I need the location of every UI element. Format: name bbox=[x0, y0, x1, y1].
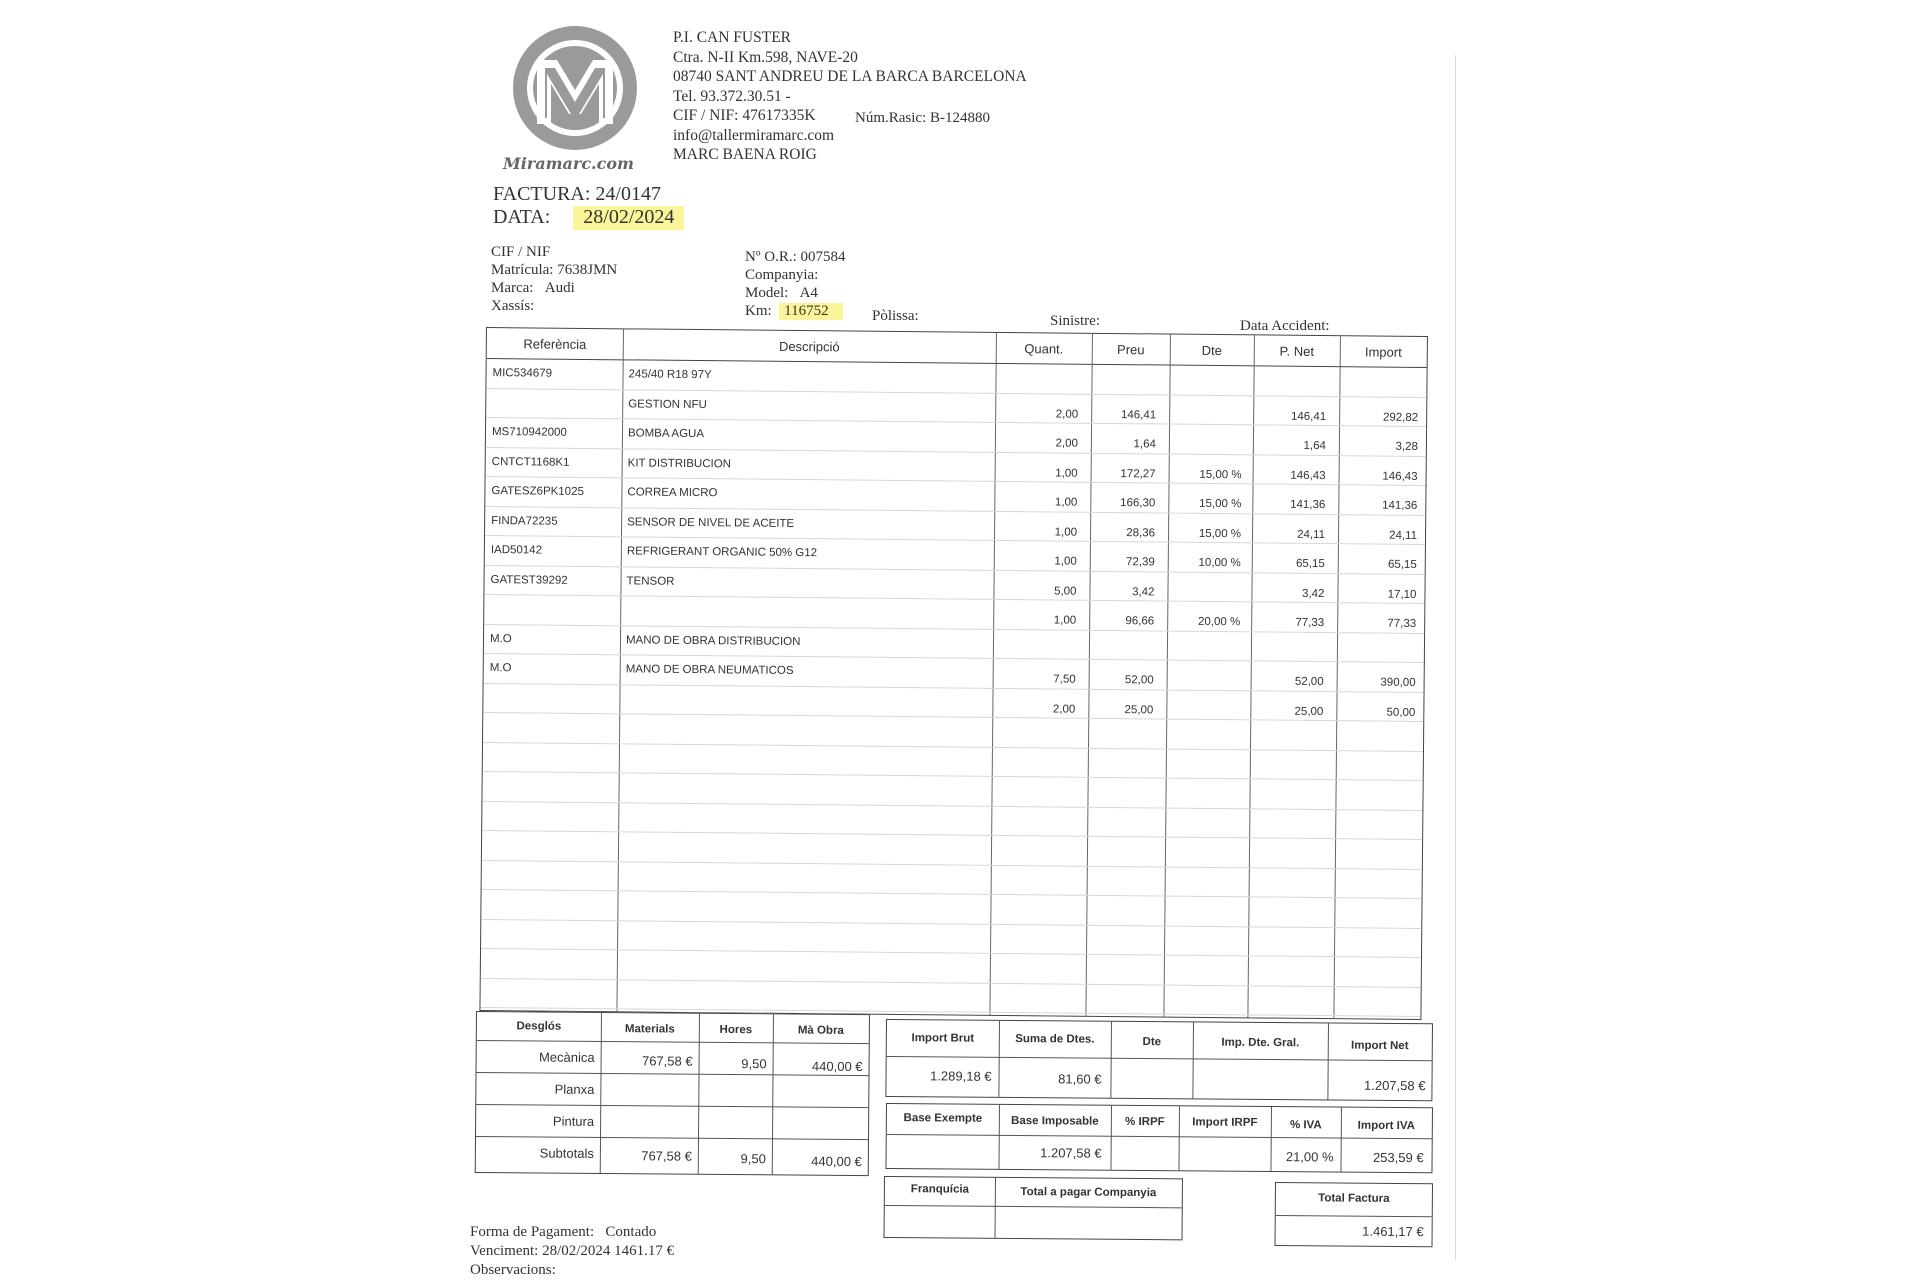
iva-pct-value: 21,00 % bbox=[1285, 1149, 1334, 1165]
model-line bbox=[745, 284, 846, 302]
cell-price: 172,27 bbox=[1120, 467, 1156, 480]
totals-net-table bbox=[885, 1019, 1433, 1101]
cell-desc: SENSOR DE NIVEL DE ACEITE bbox=[627, 515, 795, 530]
cell-qty: 5,00 bbox=[1054, 584, 1077, 598]
cell-pnet: 52,00 bbox=[1294, 675, 1324, 689]
divider bbox=[998, 1105, 1000, 1169]
divider bbox=[1192, 1022, 1194, 1098]
dte-header: Dte bbox=[1142, 1036, 1162, 1049]
date-value: 28/02/2024 bbox=[573, 206, 684, 230]
cell-qty: 1,00 bbox=[1053, 614, 1077, 627]
cell-desc: GESTION NFU bbox=[628, 397, 707, 411]
model-value: A4 bbox=[799, 285, 818, 301]
header-preu: Preu bbox=[1117, 342, 1145, 358]
cell-pnet: 146,41 bbox=[1290, 410, 1327, 423]
matricula-value: 7638JMN bbox=[557, 262, 618, 278]
divider bbox=[600, 1013, 602, 1173]
cell-desc: CORREA MICRO bbox=[627, 486, 718, 500]
model-label: Model: bbox=[745, 285, 789, 301]
desglos-hores: 9,50 bbox=[740, 1151, 766, 1167]
cell-pnet: 24,11 bbox=[1297, 528, 1326, 541]
total-factura-value: 1.461,17 € bbox=[1362, 1223, 1424, 1240]
totals-tax-table bbox=[885, 1103, 1433, 1173]
cell-dte: 10,00 % bbox=[1198, 556, 1241, 570]
desglos-hores: 9,50 bbox=[741, 1056, 767, 1072]
cell-import: 77,33 bbox=[1387, 617, 1417, 630]
divider bbox=[477, 1040, 869, 1044]
factura-label: FACTURA: bbox=[493, 183, 591, 205]
divider bbox=[772, 1014, 774, 1174]
header-descripcio: Descripció bbox=[778, 338, 840, 355]
header-dte: Dte bbox=[1201, 342, 1222, 359]
ma-obra-header: Mà Obra bbox=[797, 1024, 844, 1037]
divider bbox=[1327, 1023, 1329, 1099]
suma-dtes-header: Suma de Dtes. bbox=[1015, 1033, 1095, 1046]
divider bbox=[1276, 1215, 1432, 1217]
company-pay-table bbox=[884, 1176, 1183, 1240]
desglos-materials: 767,58 € bbox=[641, 1053, 693, 1069]
total-factura-table bbox=[1274, 1182, 1432, 1247]
divider bbox=[1340, 1108, 1342, 1172]
import-brut-value: 1.289,18 € bbox=[930, 1068, 992, 1084]
import-iva-header: Import IVA bbox=[1357, 1119, 1416, 1133]
matricula-label: Matrícula: bbox=[491, 262, 554, 278]
polissa-label: Pòlissa: bbox=[872, 308, 919, 324]
cell-qty: 1,00 bbox=[1054, 496, 1078, 509]
cell-import: 24,11 bbox=[1389, 529, 1418, 542]
cell-pnet: 77,33 bbox=[1295, 616, 1325, 630]
client-info bbox=[491, 243, 617, 315]
import-net-value: 1.207,58 € bbox=[1363, 1077, 1426, 1094]
desglos-label: Mecànica bbox=[538, 1049, 595, 1065]
venciment-label: Venciment: bbox=[470, 1243, 539, 1259]
company-line: P.I. CAN FUSTER bbox=[673, 29, 791, 46]
cell-price: 3,42 bbox=[1132, 585, 1155, 598]
header-referencia: Referència bbox=[523, 336, 587, 352]
cell-qty: 2,00 bbox=[1055, 437, 1078, 450]
desglos-ma-obra: 440,00 € bbox=[811, 1058, 863, 1075]
venciment-line bbox=[470, 1242, 674, 1261]
desglos-header: Desglós bbox=[516, 1020, 562, 1033]
cell-qty: 1,00 bbox=[1054, 555, 1077, 568]
date-label: DATA: bbox=[493, 206, 551, 228]
divider bbox=[998, 1021, 1000, 1097]
company-line: MARC BAENA ROIG bbox=[673, 146, 817, 163]
cell-price: 166,30 bbox=[1120, 497, 1156, 510]
base-exempte-header: Base Exempte bbox=[903, 1112, 983, 1125]
base-imposable-value: 1.207,58 € bbox=[1040, 1145, 1102, 1161]
marca-line bbox=[491, 279, 617, 297]
marca-label: Marca: bbox=[491, 280, 534, 296]
import-iva-value: 253,59 € bbox=[1372, 1149, 1424, 1166]
cell-price: 25,00 bbox=[1124, 703, 1154, 716]
cell-price: 72,39 bbox=[1125, 556, 1155, 569]
divider bbox=[1110, 1022, 1112, 1098]
forma-label: Forma de Pagament: bbox=[470, 1224, 595, 1240]
observacions-label: Observacions: bbox=[470, 1262, 556, 1278]
cell-desc: KIT DISTRIBUCION bbox=[627, 456, 732, 470]
payment-footer bbox=[470, 1223, 674, 1280]
irpf-pct-header: % IRPF bbox=[1124, 1115, 1165, 1129]
cell-ref: MIC534679 bbox=[492, 367, 553, 380]
import-net-header: Import Net bbox=[1351, 1039, 1409, 1053]
company-line: CIF / NIF: 47617335K bbox=[673, 107, 816, 124]
materials-header: Materials bbox=[624, 1023, 675, 1036]
cell-price: 146,41 bbox=[1120, 408, 1157, 421]
company-info bbox=[673, 28, 1027, 165]
paper-edge bbox=[1455, 55, 1456, 1260]
desglos-label: Pintura bbox=[552, 1113, 595, 1129]
divider bbox=[476, 1104, 868, 1108]
cell-ref: FINDA72235 bbox=[491, 514, 558, 528]
cell-import: 65,15 bbox=[1387, 558, 1417, 571]
hores-header: Hores bbox=[719, 1023, 753, 1037]
cell-import: 292,82 bbox=[1382, 411, 1419, 424]
cell-dte: 20,00 % bbox=[1197, 615, 1241, 629]
or-value: 007584 bbox=[800, 249, 846, 265]
divider bbox=[476, 1136, 868, 1140]
cell-import: 17,10 bbox=[1387, 588, 1417, 601]
km-value: 116752 bbox=[779, 303, 842, 320]
cif-label: CIF / NIF bbox=[491, 244, 551, 260]
logo-text: Miramarc.com bbox=[503, 154, 634, 173]
cell-ref: GATEST39292 bbox=[490, 573, 568, 587]
cell-ref: CNTCT1168K1 bbox=[491, 455, 570, 469]
order-info bbox=[745, 248, 846, 320]
total-companyia-header: Total a pagar Companyia bbox=[1020, 1186, 1157, 1200]
venciment-value: 28/02/2024 1461.17 € bbox=[542, 1243, 675, 1259]
cell-dte: 15,00 % bbox=[1198, 527, 1242, 540]
imp-dte-gral-header: Imp. Dte. Gral. bbox=[1221, 1036, 1300, 1050]
cell-desc: BOMBA AGUA bbox=[627, 427, 705, 441]
or-line bbox=[745, 248, 846, 266]
cell-import: 141,36 bbox=[1382, 499, 1418, 512]
cell-qty: 2,00 bbox=[1055, 407, 1079, 421]
cell-desc: MANO DE OBRA NEUMATICOS bbox=[625, 663, 794, 677]
xassis-label: Xassís: bbox=[491, 298, 535, 314]
cell-pnet: 141,36 bbox=[1290, 498, 1326, 512]
companyia-label: Companyia: bbox=[745, 267, 819, 283]
km-label: Km: bbox=[745, 303, 772, 319]
cell-qty: 2,00 bbox=[1052, 702, 1076, 716]
matricula-line bbox=[491, 261, 617, 279]
import-irpf-header: Import IRPF bbox=[1192, 1116, 1258, 1129]
desglos-label: Subtotals bbox=[539, 1145, 594, 1161]
iva-pct-header: % IVA bbox=[1289, 1119, 1322, 1132]
cell-desc: TENSOR bbox=[626, 574, 675, 588]
or-label: Nº O.R.: bbox=[745, 249, 797, 265]
divider bbox=[698, 1014, 700, 1174]
factura-number: 24/0147 bbox=[595, 183, 661, 205]
company-line: Ctra. N-II Km.598, NAVE-20 bbox=[673, 48, 858, 66]
forma-value: Contado bbox=[605, 1224, 657, 1240]
desglos-table bbox=[475, 1011, 870, 1176]
cell-pnet: 146,43 bbox=[1290, 469, 1326, 482]
cell-ref: GATESZ6PK1025 bbox=[491, 485, 584, 498]
cell-qty: 1,00 bbox=[1055, 466, 1078, 480]
date-line bbox=[493, 206, 684, 229]
company-line: 08740 SANT ANDREU DE LA BARCA BARCELONA bbox=[673, 68, 1027, 85]
sinistre-label: Sinistre: bbox=[1050, 313, 1101, 329]
cell-price: 52,00 bbox=[1124, 674, 1154, 687]
divider bbox=[1110, 1106, 1112, 1170]
cell-ref: M.O bbox=[489, 662, 512, 675]
cell-pnet: 3,42 bbox=[1302, 587, 1325, 600]
cell-dte: 15,00 % bbox=[1199, 468, 1242, 481]
cell-desc: REFRIGERANT ORGANIC 50% G12 bbox=[626, 545, 818, 560]
cell-ref: IAD50142 bbox=[490, 544, 543, 557]
cell-import: 3,28 bbox=[1395, 440, 1418, 453]
divider bbox=[1270, 1107, 1272, 1171]
cell-desc: MANO DE OBRA DISTRIBUCION bbox=[625, 633, 801, 648]
divider bbox=[885, 1205, 1182, 1208]
divider bbox=[995, 1178, 996, 1238]
cell-desc: 245/40 R18 97Y bbox=[628, 368, 712, 382]
cell-price: 96,66 bbox=[1125, 615, 1155, 628]
company-line: Tel. 93.372.30.51 - bbox=[673, 87, 791, 105]
franquicia-header: Franquícia bbox=[910, 1183, 970, 1196]
divider bbox=[477, 1072, 869, 1076]
cell-pnet: 25,00 bbox=[1294, 705, 1324, 718]
desglos-ma-obra: 440,00 € bbox=[811, 1153, 862, 1170]
cell-price: 1,64 bbox=[1133, 438, 1156, 451]
num-rasic: Núm.Rasic: B-124880 bbox=[855, 110, 990, 126]
marca-value: Audi bbox=[544, 280, 575, 296]
desglos-label: Planxa bbox=[554, 1081, 595, 1097]
divider bbox=[887, 1134, 1432, 1139]
header-quant: Quant. bbox=[1024, 341, 1064, 357]
data-accident-label: Data Accident: bbox=[1240, 318, 1330, 334]
total-factura-header: Total Factura bbox=[1318, 1192, 1390, 1205]
cell-qty: 1,00 bbox=[1054, 525, 1078, 539]
suma-dtes-value: 81,60 € bbox=[1058, 1071, 1102, 1087]
cell-import: 390,00 bbox=[1380, 676, 1416, 689]
cell-pnet: 65,15 bbox=[1295, 557, 1325, 571]
km-line bbox=[745, 302, 846, 320]
cell-import: 50,00 bbox=[1386, 706, 1416, 719]
cell-ref: M.O bbox=[489, 632, 512, 645]
header-pnet: P. Net bbox=[1279, 343, 1315, 359]
cell-price: 28,36 bbox=[1126, 526, 1156, 539]
cell-ref: MS710942000 bbox=[491, 426, 567, 439]
forma-pagament-line bbox=[470, 1223, 674, 1242]
factura-line bbox=[493, 183, 661, 206]
cell-import: 146,43 bbox=[1382, 470, 1418, 483]
header-import: Import bbox=[1364, 344, 1402, 360]
divider bbox=[887, 1056, 1432, 1061]
cell-dte: 15,00 % bbox=[1199, 497, 1242, 511]
base-imposable-header: Base Imposable bbox=[1011, 1114, 1099, 1128]
divider bbox=[1178, 1106, 1180, 1170]
desglos-materials: 767,58 € bbox=[641, 1148, 692, 1164]
items-table bbox=[479, 327, 1428, 1020]
company-line: info@tallermiramarc.com bbox=[673, 126, 835, 144]
cell-pnet: 1,64 bbox=[1303, 439, 1326, 453]
cell-qty: 7,50 bbox=[1053, 673, 1076, 686]
import-brut-header: Import Brut bbox=[911, 1032, 975, 1045]
